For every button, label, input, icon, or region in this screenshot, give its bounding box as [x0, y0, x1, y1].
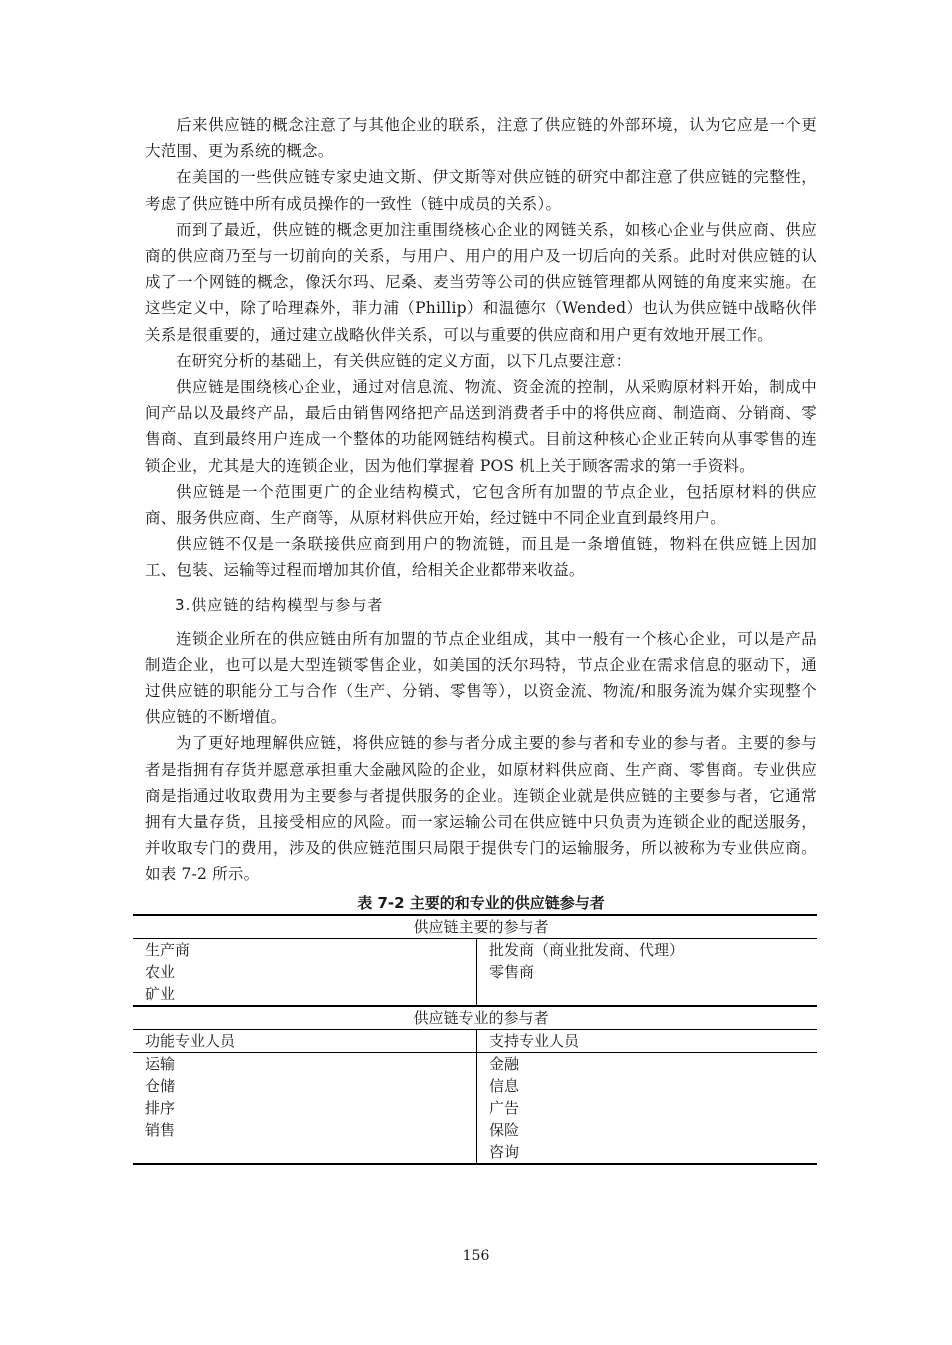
paragraph: 供应链不仅是一条联接供应商到用户的物流链，而且是一条增值链，物料在供应链上因加工、包装、运输等过程而增加其价值，给相关企业都带来收益。: [145, 535, 817, 580]
page-number: 156: [462, 1248, 490, 1264]
specialized-left-cell: [133, 1052, 477, 1164]
left-subheader: 功能专业人员: [133, 1029, 477, 1052]
paragraph: 在研究分析的基础上，有关供应链的定义方面，以下几点要注意：: [176, 351, 632, 370]
participants-table: [133, 914, 817, 1165]
table-cell-item: 生产商: [145, 940, 191, 959]
specialized-right-cell: [477, 1052, 818, 1164]
table-cell-item: 运输: [145, 1054, 176, 1073]
paragraph: 后来供应链的概念注意了与其他企业的联系，注意了供应链的外部环境，认为它应是一个更大范围、更为系统的概念。: [145, 116, 817, 161]
table-cell-item: 广告: [489, 1098, 520, 1117]
paragraph: 连锁企业所在的供应链由所有加盟的节点企业组成，其中一般有一个核心企业，可以是产品制造企业，也可以是大型连锁零售企业，如美国的沃尔玛特，节点企业在需求信息的驱动下，通过供应链的职能分工与合作（生产、分销、零售等），以资金流、物流/和服务流为媒介实现整个供应链的不断增值。: [145, 629, 817, 727]
table-row: [133, 938, 817, 1006]
table-cell-item: 金融: [489, 1054, 520, 1073]
primary-right-cell: [477, 938, 818, 1006]
table-cell-item: 零售商: [489, 962, 535, 981]
table-caption: 表 7-2 主要的和专业的供应链参与者: [357, 893, 605, 912]
page-content: [145, 112, 817, 1165]
primary-left-cell: [133, 938, 477, 1006]
table-cell-item: 排序: [145, 1098, 176, 1117]
right-subheader: 支持专业人员: [477, 1029, 818, 1052]
table-cell-item: 销售: [145, 1120, 176, 1139]
table-subheader-row: [133, 1029, 817, 1052]
table-group-header-row: [133, 915, 817, 939]
specialized-participants-header: 供应链专业的参与者: [133, 1006, 817, 1030]
table-cell-item: 批发商（商业批发商、代理）: [489, 940, 685, 959]
paragraph: 供应链是一个范围更广的企业结构模式，它包含所有加盟的节点企业，包括原材料的供应商、服务供应商、生产商等，从原材料供应开始，经过链中不同企业直到最终用户。: [145, 482, 817, 528]
section-heading: 3.供应链的结构模型与参与者: [175, 595, 384, 614]
paragraph: 在美国的一些供应链专家史迪文斯、伊文斯等对供应链的研究中都注意了供应链的完整性，考虑了供应链中所有成员操作的一致性（链中成员的关系）。: [145, 168, 817, 213]
table-row: [133, 1052, 817, 1164]
primary-participants-header: 供应链主要的参与者: [133, 915, 817, 939]
table-cell-item: 保险: [489, 1120, 520, 1139]
paragraph: 而到了最近，供应链的概念更加注重围绕核心企业的网链关系，如核心企业与供应商、供应商的供应商乃至与一切前向的关系，与用户、用户的用户及一切后向的关系。此时对供应链的认成了一个网链的概念，像沃尔玛、尼桑、麦当劳等公司的供应链管理都从网链的角度来实施。在这些定义中，除了哈理森外，菲力浦（Phillip）和温德尔（Wended）也认为供应链中战略伙伴关系是很重要的，通过建立战略伙伴关系，可以与重要的供应商和用户更有效地开展工作。: [145, 220, 817, 344]
table-cell-item: 仓储: [145, 1076, 176, 1095]
table-group-header-row: [133, 1006, 817, 1030]
table-cell-item: 矿业: [145, 984, 176, 1003]
table-cell-item: 信息: [489, 1076, 520, 1095]
paragraph: 为了更好地理解供应链，将供应链的参与者分成主要的参与者和专业的参与者。主要的参与者是指拥有存货并愿意承担重大金融风险的企业，如原材料供应商、生产商、零售商。专业供应商是指通过收取费用为主要参与者提供服务的企业。连锁企业就是供应链的主要参与者，它通常拥有大量存货，且接受相应的风险。而一家运输公司在供应链中只负责为连锁企业的配送服务，并收取专门的费用，涉及的供应链范围只局限于提供专门的运输服务，所以被称为专业供应商。如表 7-2 所示。: [145, 734, 817, 884]
table-cell-item: 农业: [145, 962, 176, 981]
table-cell-item: 咨询: [489, 1142, 520, 1161]
paragraph: 供应链是围绕核心企业，通过对信息流、物流、资金流的控制，从采购原材料开始，制成中间产品以及最终产品，最后由销售网络把产品送到消费者手中的将供应商、制造商、分销商、零售商、直到最终用户连成一个整体的功能网链结构模式。目前这种核心企业正转向从事零售的连锁企业，尤其是大的连锁企业，因为他们掌握着 POS 机上关于顾客需求的第一手资料。: [145, 378, 817, 475]
